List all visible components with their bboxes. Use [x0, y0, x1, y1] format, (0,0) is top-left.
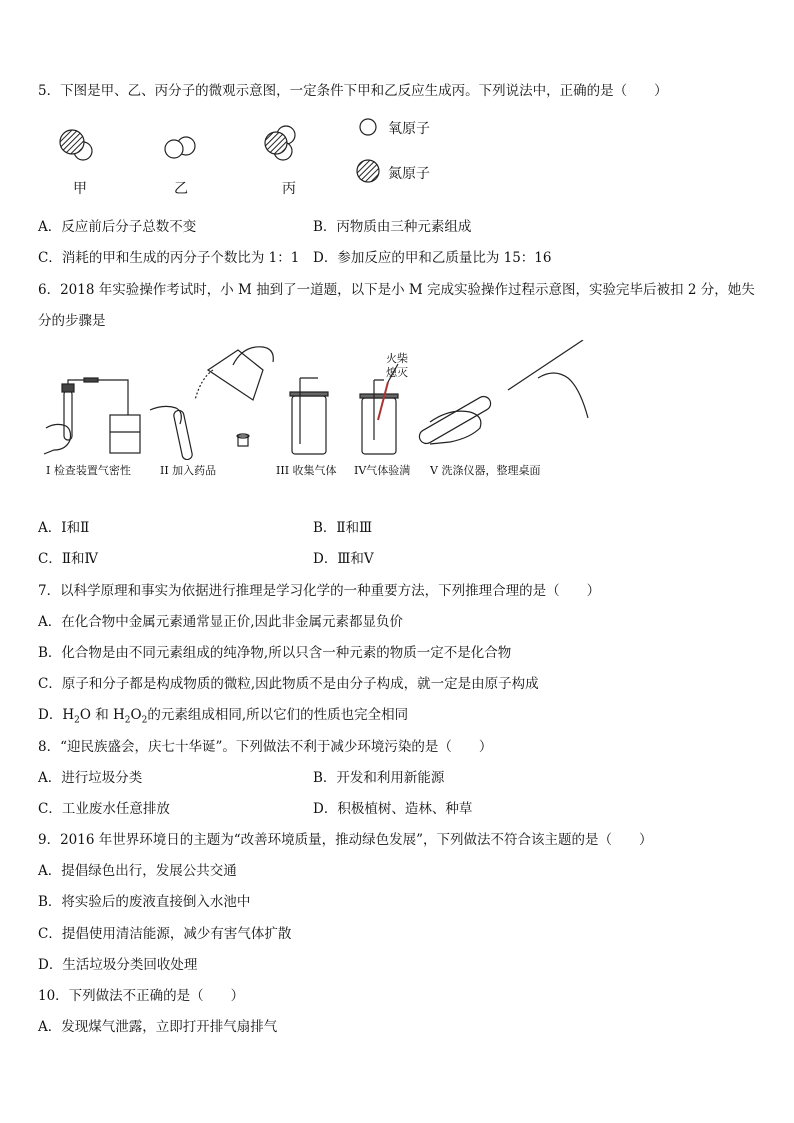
q6-option-c: C．Ⅱ和Ⅳ — [38, 551, 98, 567]
step-ii-apparatus — [150, 347, 273, 460]
q8-stem: 8．“迎民族盛会，庆七十华诞”。下列做法不利于减少环境污染的是（ ） — [38, 739, 493, 755]
q8-option-a: A．进行垃圾分类 — [38, 770, 143, 786]
q6-option-b: B．Ⅱ和Ⅲ — [313, 520, 373, 536]
oxygen-atom — [165, 140, 183, 158]
q9-option-c: C．提倡使用清洁能源，减少有害气体扩散 — [38, 926, 292, 942]
legend-nitrogen-label: 氮原子 — [388, 166, 430, 182]
nitrogen-atom — [265, 132, 287, 154]
q10-option-a: A．发现煤气泄露，立即打开排气扇排气 — [38, 1019, 278, 1035]
q9-option-b: B．将实验后的废液直接倒入水池中 — [38, 894, 251, 910]
q6-stem-line1: 6．2018 年实验操作考试时，小 M 抽到了一道题，以下是小 M 完成实验操作过程示意图，实验完毕后被扣 2 分，她失 — [38, 282, 755, 298]
legend-oxygen-label: 氧原子 — [388, 121, 430, 137]
molecule-diagram — [55, 118, 475, 198]
q6-stem-line2: 分的步骤是 — [38, 313, 106, 329]
step-i-apparatus — [44, 378, 140, 454]
caption-step-ii: II 加入药品 — [160, 464, 217, 477]
q9-stem: 9．2016 年世界环境日的主题为“改善环境质量，推动绿色发展”，下列做法不符合该主题的是（ ） — [38, 832, 653, 848]
caption-step-i: I 检查装置气密性 — [46, 464, 131, 477]
match-label: 火柴 熄灭 — [386, 352, 408, 379]
q8-option-c: C．工业废水任意排放 — [38, 801, 170, 817]
step-v-apparatus — [417, 340, 588, 446]
q5-stem: 5．下图是甲、乙、丙分子的微观示意图，一定条件下甲和乙反应生成丙。下列说法中，正确的是（ ） — [38, 83, 668, 99]
q7-option-a: A．在化合物中金属元素通常显正价,因此非金属元素都显负价 — [38, 614, 404, 630]
experiment-svg — [38, 340, 598, 460]
q7-option-b: B．化合物是由不同元素组成的纯净物,所以只含一种元素的物质一定不是化合物 — [38, 645, 512, 661]
nitrogen-atom — [60, 130, 84, 154]
q6-option-d: D．Ⅲ和Ⅴ — [313, 551, 374, 567]
q8-option-b: B．开发和利用新能源 — [313, 770, 445, 786]
q5-option-b: B．丙物质由三种元素组成 — [313, 219, 472, 235]
legend-oxygen-icon — [360, 119, 376, 135]
label-jia: 甲 — [73, 181, 87, 197]
q8-option-d: D．积极植树、造林、种草 — [313, 801, 473, 817]
q5-option-c: C．消耗的甲和生成的丙分子个数比为 1：1 — [38, 250, 300, 266]
q7-stem: 7．以科学原理和事实为依据进行推理是学习化学的一种重要方法，下列推理合理的是（ ） — [38, 583, 601, 599]
step-iii-apparatus — [290, 378, 328, 454]
legend-nitrogen-icon — [357, 160, 379, 182]
q5-option-d: D．参加反应的甲和乙质量比为 15：16 — [313, 250, 552, 266]
q9-option-a: A．提倡绿色出行，发展公共交通 — [38, 863, 237, 879]
caption-step-iv: IV气体验满 — [354, 464, 411, 477]
q7-option-c: C．原子和分子都是构成物质的微粒,因此物质不是由分子构成，就一定是由原子构成 — [38, 676, 539, 692]
q6-option-a: A．Ⅰ和Ⅱ — [38, 520, 90, 536]
q10-stem: 10．下列做法不正确的是（ ） — [38, 988, 245, 1004]
q5-option-a: A．反应前后分子总数不变 — [38, 219, 197, 235]
molecule-bing — [265, 126, 295, 160]
q7-option-d: D．$H_2O$ 和 $H_2O_2$的元素组成相同,所以它们的性质也完全相同 — [38, 707, 409, 726]
label-yi: 乙 — [174, 181, 188, 197]
experiment-diagram — [38, 340, 598, 480]
molecule-yi — [165, 137, 195, 158]
molecule-jia — [60, 130, 92, 160]
q9-option-d: D．生活垃圾分类回收处理 — [38, 957, 198, 973]
caption-step-iii: III 收集气体 — [276, 464, 337, 477]
caption-step-v: V 洗涤仪器，整理桌面 — [430, 464, 541, 477]
label-bing: 丙 — [282, 181, 296, 197]
